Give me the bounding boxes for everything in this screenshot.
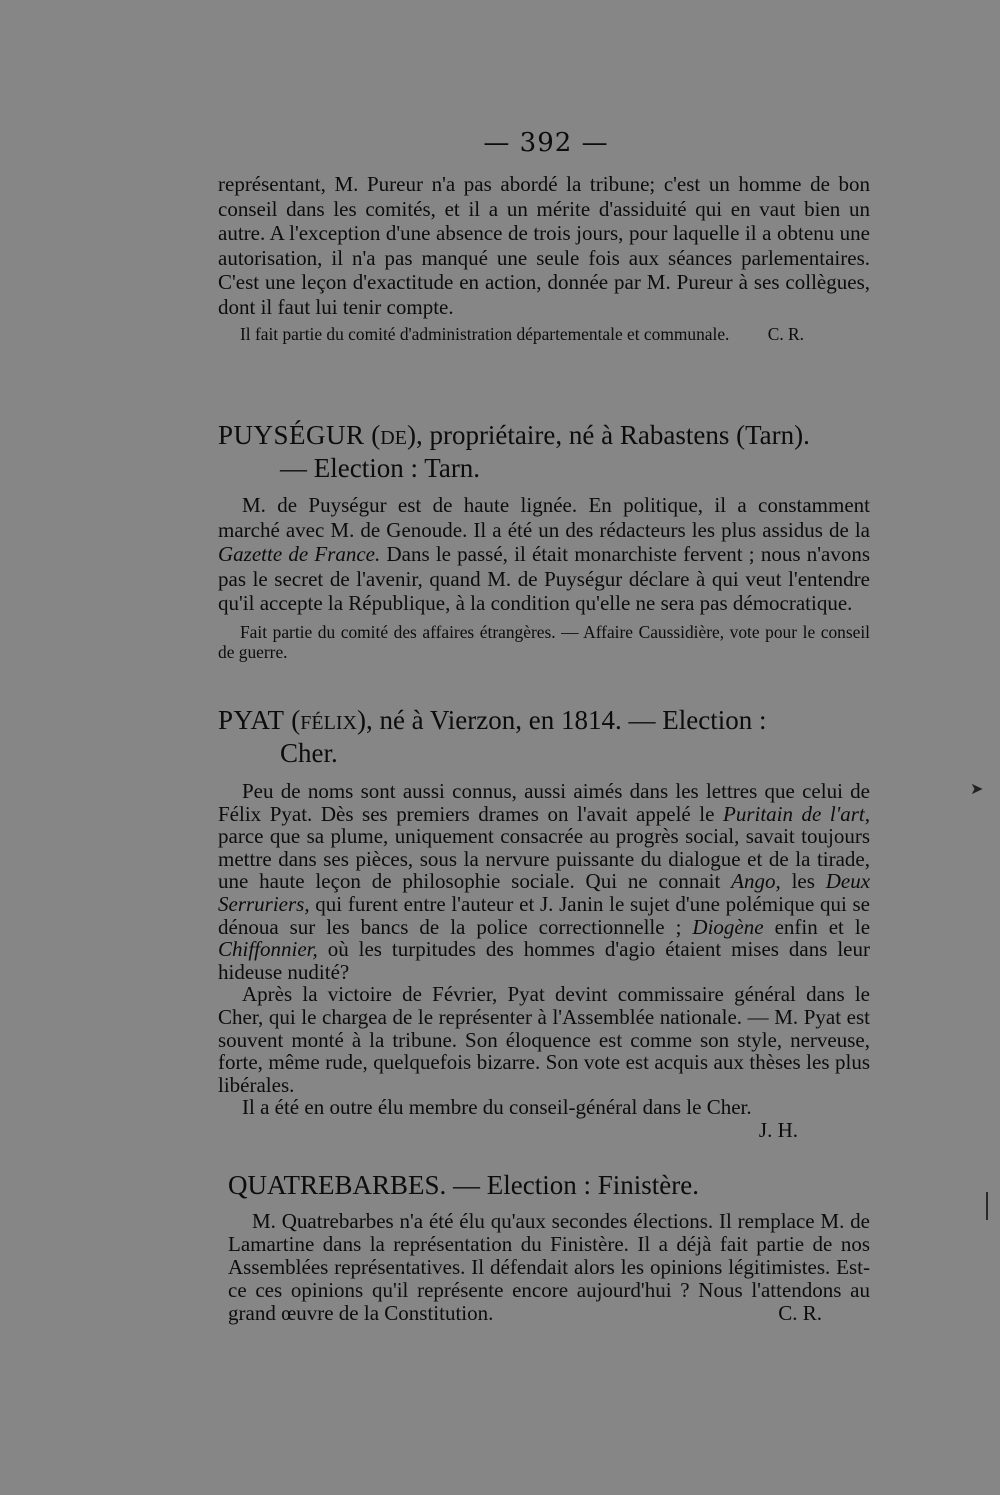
puritain-title: Puritain de l'art,: [723, 801, 870, 826]
pureur-note-text: Il fait partie du comité d'administration départementale et communale.: [240, 323, 730, 344]
pureur-paragraph: représentant, M. Pureur n'a pas abordé la tribune; c'est un homme de bon conseil dans les comités, et il a un mérite d'assiduité qui en vaut bien un autre. A l'exception d'une absence de trois jours, pour laquelle il a obtenu une autorisation, il n'a pas manqué une seule fois aux séances parlementaires. C'est une leçon d'exactitude en action, donnée par M. Pureur à ses collègues, dont il faut lui tenir compte.: [218, 172, 870, 319]
pureur-note: [218, 324, 870, 345]
pyat-paragraph-3: Il a été en outre élu membre du conseil-général dans le Cher.: [242, 1095, 752, 1120]
gazette-title: Gazette de France.: [218, 542, 381, 567]
puysegur-particle: DE: [380, 427, 407, 449]
quatrebarbes-paragraph: [228, 1210, 870, 1325]
quatrebarbes-heading: QUATREBARBES. — Election : Finistère.: [228, 1170, 699, 1200]
pyat-heading: PYAT (FÉLIX), né à Vierzon, en 1814. — Election : Cher.: [218, 705, 870, 768]
pyat-paragraph-1: [218, 780, 870, 983]
margin-arrow-icon: ➤: [970, 779, 984, 798]
puysegur-section: [218, 420, 870, 663]
quatrebarbes-section: [228, 1170, 870, 1325]
puysegur-paragraph: [218, 493, 870, 616]
pureur-section: [218, 172, 870, 344]
pyat-p1-f: où les turpitudes des hommes d'agio étaient mises dans leur hideuse nudité?: [218, 937, 870, 984]
puysegur-note: Fait partie du comité des affaires étrangères. — Affaire Caussidière, vote pour le conseil de guerre.: [218, 621, 870, 663]
pyat-name: PYAT: [218, 705, 285, 735]
serruriers-title: Deux Serruriers,: [218, 869, 871, 916]
pyat-p1-d: qui furent entre l'auteur et J. Janin le sujet d'une polémique qui se dénoua sur les bancs de la police correctionnelle ;: [218, 891, 870, 939]
puysegur-text-start: M. de Puységur est de haute lignée. En politique, il a constamment marché avec M. de Genoude. Il a été un des rédacteurs les plus assidus de la: [218, 493, 870, 542]
puysegur-name: PUYSÉGUR: [218, 420, 365, 450]
puysegur-election: — Election : Tarn.: [280, 453, 481, 483]
quatrebarbes-text: M. Quatrebarbes n'a été élu qu'aux secondes élections. Il remplace M. de Lamartine dans la représentation du Finistère. Il a déjà fait partie de nos Assemblées représentatives. Il défendait alors les opinions légitimistes. Est-ce ces opinions qu'il représente encore aujourd'hui ? Nous l'attendons au grand œuvre de la Constitution.: [228, 1209, 870, 1325]
quatrebarbes-signature: C. R.: [778, 1301, 822, 1325]
pyat-p1-b: parce que sa plume, uniquement consacrée au progrès social, savait toujours mettre dans ses pièces, sous la nervure puissante du dialogue et de la tirade, une haute leçon de philosophie sociale. Qui ne connait: [218, 824, 870, 894]
puysegur-heading: PUYSÉGUR (DE), propriétaire, né à Rabastens (Tarn). — Election : Tarn.: [218, 420, 870, 483]
page-number: — 392 —: [483, 128, 609, 158]
chiffonnier-title: Chiffonnier,: [218, 937, 318, 962]
pyat-section: [218, 705, 870, 1141]
pyat-heading-rest: né à Vierzon, en 1814. — Election :: [379, 705, 767, 735]
pyat-p1-c: les: [791, 869, 815, 894]
pyat-paragraph-2: Après la victoire de Février, Pyat devint commissaire général dans le Cher, qui le chargea de le représenter à l'Assemblée nationale. — M. Pyat est souvent monté à la tribune. Son éloquence est comme son style, nerveuse, forte, même rude, quelquefois bizarre. Son vote est acquis aux thèses les plus libérales.: [218, 982, 870, 1097]
margin-mark: [986, 1192, 988, 1220]
pyat-p1-e: enfin et le: [774, 914, 871, 939]
puysegur-text-end: Dans le passé, il était monarchiste fervent ; nous n'avons pas le secret de l'avenir, quand M. de Puységur déclare à qui veut l'entendre qu'il accepte la République, à la condition qu'elle ne sera pas démocratique.: [218, 542, 870, 616]
pyat-p1-a: Peu de noms sont aussi connus, aussi aimés dans les lettres que celui de Félix Pyat. Dès ses premiers drames on l'avait appelé le: [218, 779, 870, 826]
pyat-signature: J. H.: [758, 1117, 798, 1142]
ango-title: Ango,: [731, 869, 781, 894]
puysegur-heading-rest: propriétaire, né à Rabastens (Tarn).: [429, 420, 810, 450]
diogene-title: Diogène: [692, 914, 764, 939]
pyat-election: Cher.: [280, 738, 338, 768]
pyat-first-name: FÉLIX: [300, 712, 357, 734]
pureur-signature: C. R.: [767, 323, 804, 344]
